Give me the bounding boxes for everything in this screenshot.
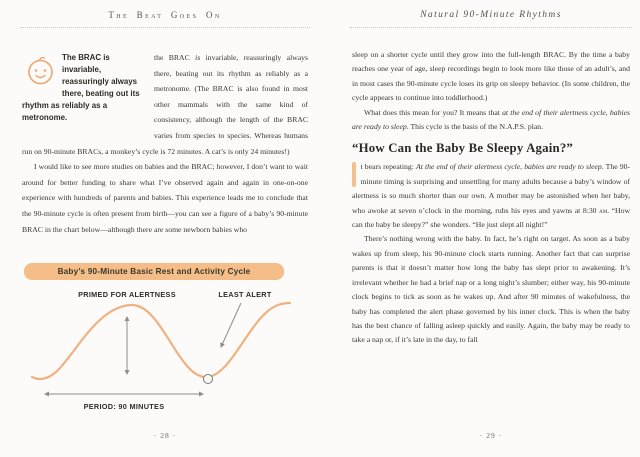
paragraph: I would like to see more studies on babies and the BRAC; however, I don’t want to wait around for better funding to share what I’ve observed again and again in one-on-one experience with hundreds of parents and babies. This experience leads me to conclude that the 90-minute cycle is often present from birth—you can see a figure of a baby’s 90-minute BRAC in the chart below—although there are some newborn babies who [22, 162, 308, 234]
callout-text: The BRAC is invariable, reassuringly always there, beating out its rhythm as reliably as a metronome. [22, 53, 140, 122]
trough-pointer-arrow [221, 303, 241, 347]
baby-face-icon [22, 52, 59, 88]
period-label: PERIOD: 90 MINUTES [83, 402, 165, 411]
drop-cap-bar-icon [352, 162, 356, 187]
paragraph-text: t bears repeating: At the end of their alertness cycle, babies are ready to sleep. The 90-minute timing is surprising and unsettling for many adults because a baby’s window of alertness is so much shorter than our own. A mother may be astonished when her baby, who awoke at seven o’clock in the morning, rubs his eyes and yawns at 8:30 am. “How can the baby be sleepy?” she wonders. “He just slept all night!” [352, 162, 631, 230]
paragraph: There’s nothing wrong with the baby. In fact, he’s right on target. As soon as a baby wakes up from sleep, his 90-minute clock starts running. Another fact that can surprise parents is that it doesn’t matter how long the baby has slept prior to awakening. It’s irrelevant whether he had a brief nap or a long night’s slumber; either way, his 90-minute clock begins to tick as soon as he wakes up. And after 90 minutes of wakefulness, the baby has completed the alert phase governed by his inner clock. This is when the baby has the best chance of falling asleep quickly and easily. Again, the baby may be ready to take a nap or, if it’s late in the day, to fall [352, 234, 630, 345]
section-heading: “How Can the Baby Be Sleepy Again?” [352, 141, 574, 156]
right-page-body [352, 48, 630, 348]
header-rule-right [350, 27, 632, 28]
alertness-wave [32, 303, 290, 379]
trough-label: LEAST ALERT [218, 290, 272, 299]
running-head-left: The Beat Goes On [108, 10, 222, 20]
paragraph: What does this mean for you? It means that at the end of their alertness cycle, babies are ready to sleep. This cycle is the basis of the N.A.P.S. plan. [352, 107, 630, 132]
page-number-left: · 28 · [153, 431, 177, 440]
peak-label: PRIMED FOR ALERTNESS [78, 290, 176, 299]
left-page-body [22, 50, 308, 237]
brac-cycle-figure [22, 281, 308, 418]
figure-title-bar: Baby’s 90-Minute Basic Rest and Activity Cycle [24, 263, 284, 280]
paragraph: the BRAC is invariable, reassuringly always there, beating out its rhythm as reliably as a metronome. (The BRAC is also found in most other mammals with the same kind of consistency, although the length of the BRAC varies from species to species. Whereas humans run on 90-minute BRACs, a monkey’s cycle is 72 minutes. A cat’s is only 24 minutes!) [22, 53, 308, 156]
trough-marker-circle [204, 375, 213, 384]
header-rule-left [20, 27, 310, 28]
page-number-right: · 29 · [479, 431, 503, 440]
brac-callout [22, 52, 146, 124]
paragraph: sleep on a shorter cycle until they grow into the full-length BRAC. By the time a baby reaches one year of age, sleep recordings begin to look more like those of an adult’s, and in most cases the 90-minute cycle loses its grip on sleepy behavior. (In some children, the cycle appears to continue into toddlerhood.) [352, 50, 630, 103]
running-head-right: Natural 90-Minute Rhythms [420, 10, 562, 20]
paragraph [352, 160, 630, 232]
